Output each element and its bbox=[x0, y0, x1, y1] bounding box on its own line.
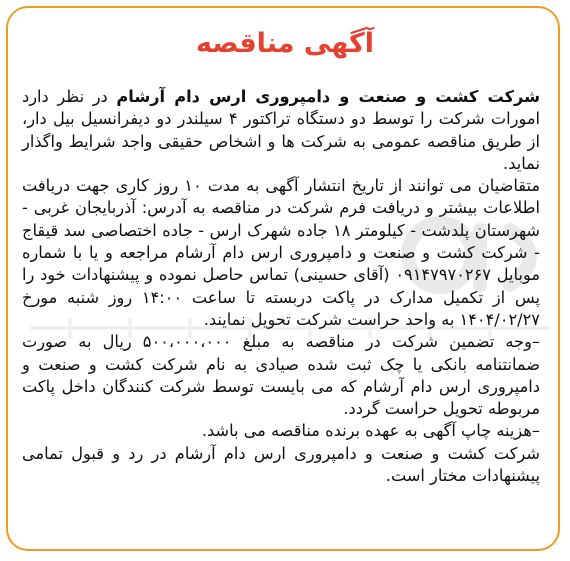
notice-paragraph-intro bbox=[22, 86, 540, 175]
cost-text: –هزینه چاپ آگهی به عهده برنده مناقصه می باشد. bbox=[201, 421, 540, 441]
notice-body bbox=[22, 86, 540, 487]
notice-paragraph-cost bbox=[22, 420, 540, 442]
notice-paragraph-instructions bbox=[22, 175, 540, 331]
rights-text: شرکت کشت و صنعت و دامپروری ارس دام آرشام در رد و قبول تمامی پیشنهادات مختار است. bbox=[22, 443, 540, 486]
instructions-text: متقاضیان می توانند از تاریخ انتشار آگهی به مدت ۱۰ روز کاری جهت دریافت اطلاعات بیشتر و دریافت فرم شرکت در مناقصه به آدرس: آذربایجان غربی - شهرستان پلدشت - کیلومتر ۱۸ جاده شهرک ارس - جاده اختصاصی سد قیقاج - شرکت کشت و صنعت و دامپروری ارس دام آرشام مراجعه و یا با شماره موبایل ۰۹۱۴۷۹۷۰۲۶۷ (آقای حسینی) تماس حاصل نموده و پیشنهادات خود را پس از تکمیل مدارک در پاکت دربسته تا ساعت ۱۴:۰۰ روز شنبه مورخ ۱۴۰۴/۰۲/۲۷ به واحد حراست شرکت تحویل نمایند. bbox=[22, 176, 540, 329]
guarantee-text: –وجه تضمین شرکت در مناقصه به مبلغ ۵۰۰،۰۰۰،۰۰۰ ریال به صورت ضمانتنامه بانکی یا چک ثبت شده صیادی به نام شرکت کشت و صنعت و دامپروری ارس دام آرشام که می بایست توسط شرکت کنندگان داخل پاکت مربوطه تحویل حراست گردد. bbox=[22, 332, 540, 419]
notice-title: آگهی مناقصه bbox=[195, 28, 375, 59]
intro-text: در نظر دارد امورات شرکت را توسط دو دستگاه تراکتور ۴ سیلندر دو دیفرانسیل بیل دار، از طریق مناقصه عمومی به شرکت ها و اشخاص حقیقی واجد شرایط واگذار نماید. bbox=[22, 87, 540, 173]
company-name-lead: شرکت کشت و صنعت و دامپروری ارس دام آرشام bbox=[116, 87, 540, 106]
notice-paragraph-guarantee bbox=[22, 331, 540, 420]
notice-paragraph-rights bbox=[22, 443, 540, 488]
